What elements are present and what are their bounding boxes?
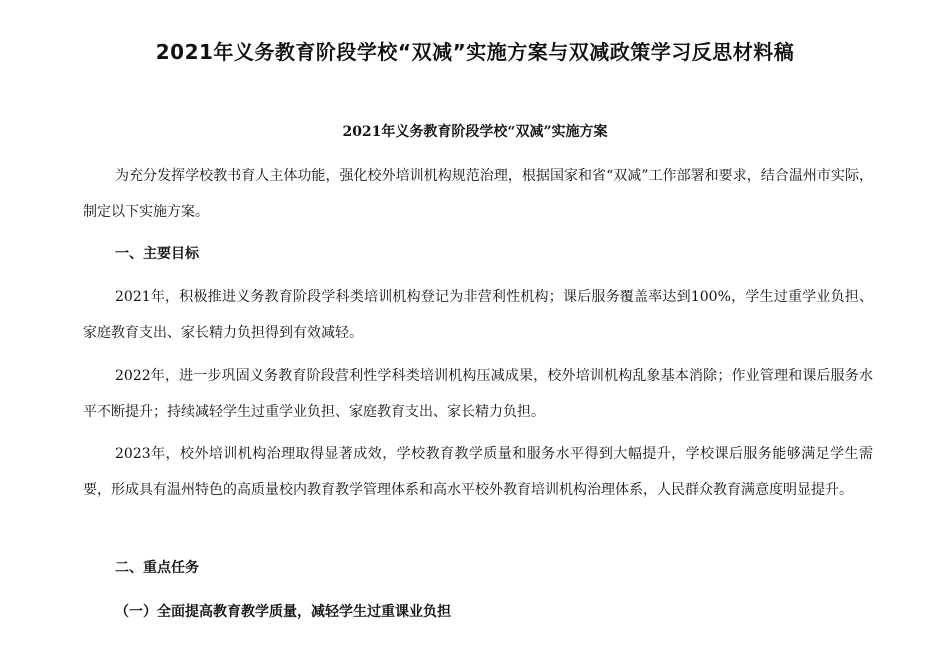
goal-2023-block bbox=[83, 436, 873, 508]
task-1-heading: （一）全面提高教育教学质量，减轻学生过重课业负担 bbox=[115, 604, 451, 620]
document-title: 2021年义务教育阶段学校“双减”实施方案与双减政策学习反思材料稿 bbox=[155, 40, 795, 64]
section-heading-tasks: 二、重点任务 bbox=[115, 560, 199, 576]
goal-2022-block bbox=[83, 358, 873, 430]
section-heading-goals: 一、主要目标 bbox=[115, 246, 199, 262]
plan-title: 2021年义务教育阶段学校“双减”实施方案 bbox=[342, 124, 608, 140]
goal-2022-paragraph: 2022年，进一步巩固义务教育阶段营利性学科类培训机构压减成果，校外培训机构乱象基本消除；作业管理和课后服务水平不断提升；持续减轻学生过重学业负担、家庭教育支出、家长精力负担。 bbox=[83, 368, 873, 420]
goal-2023-paragraph: 2023年，校外培训机构治理取得显著成效，学校教育教学质量和服务水平得到大幅提升，学校课后服务能够满足学生需要，形成具有温州特色的高质量校内教育教学管理体系和高水平校外教育培训机构治理体系，人民群众教育满意度明显提升。 bbox=[83, 446, 873, 498]
task-1-block bbox=[83, 594, 873, 630]
intro-paragraph: 为充分发挥学校教书育人主体功能，强化校外培训机构规范治理，根据国家和省“双减”工作部署和要求，结合温州市实际，制定以下实施方案。 bbox=[83, 168, 873, 220]
section-key-tasks bbox=[83, 550, 873, 586]
goal-2021-paragraph: 2021年，积极推进义务教育阶段学科类培训机构登记为非营利性机构；课后服务覆盖率达到100%，学生过重学业负担、家庭教育支出、家长精力负担得到有效减轻。 bbox=[83, 289, 873, 341]
document-body bbox=[83, 158, 873, 230]
goal-2021-block bbox=[83, 279, 873, 351]
section-main-goals bbox=[83, 236, 873, 272]
